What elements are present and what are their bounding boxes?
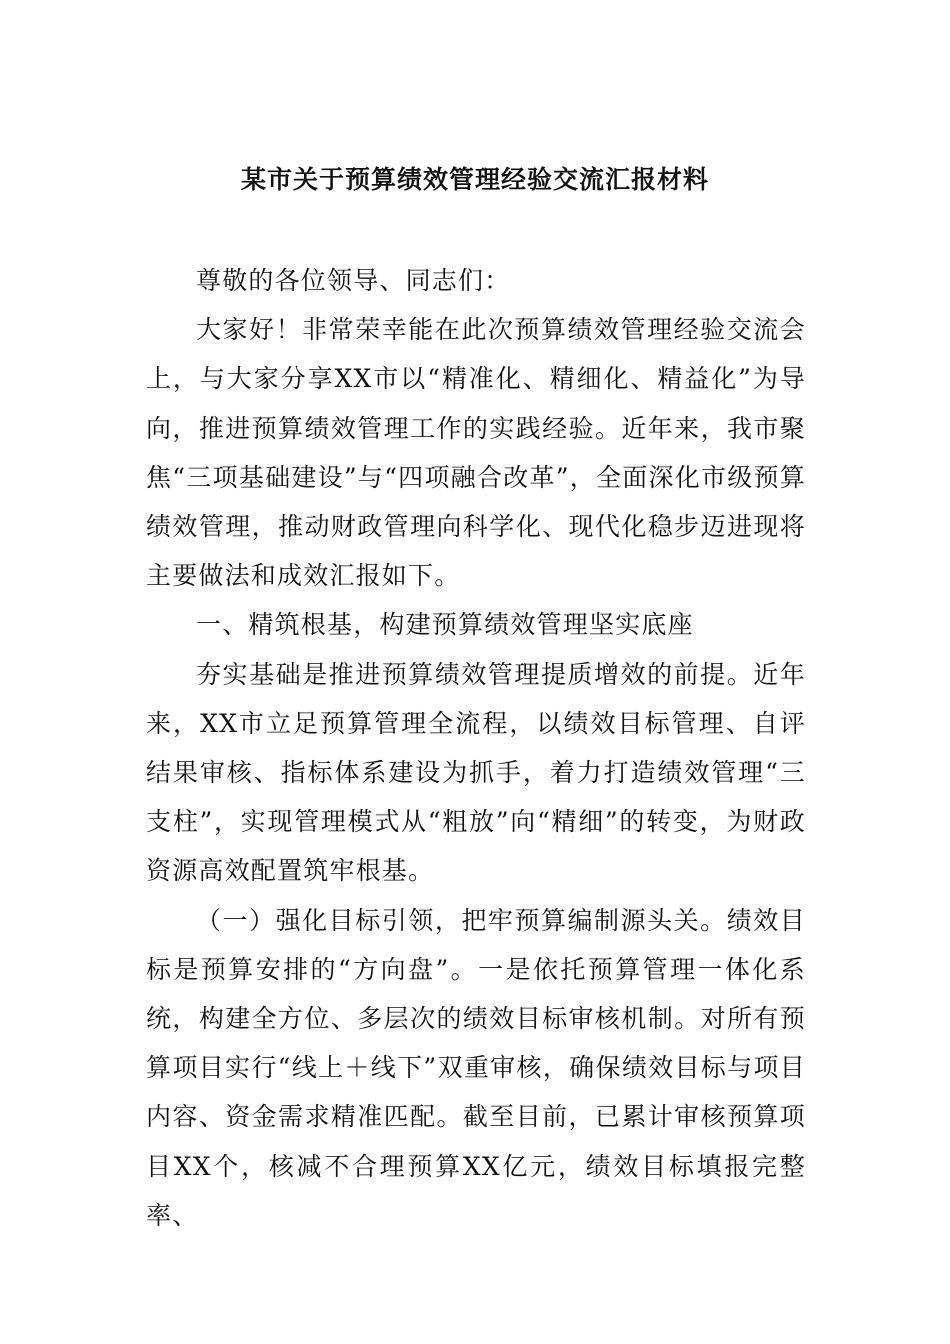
subsection-paragraph: （一）强化目标引领，把牢预算编制源头关。绩效目标是预算安排的“方向盘”。一是依托预算管理一体化系统，构建全方位、多层次的绩效目标审核机制。对所有预算项目实行“线上＋线下”双重审核，确保绩效目标与项目内容、资金需求精准匹配。截至目前，已累计审核预算项目XX个，核减不合理预算XX亿元，绩效目标填报完整率、 — [146, 905, 806, 1230]
section-heading: 一、精筑根基，构建预算绩效管理坚实底座 — [196, 610, 694, 640]
document-body — [146, 256, 806, 1240]
document-title: 某市关于预算绩效管理经验交流汇报材料 — [240, 165, 709, 194]
section-intro-paragraph: 夯实基础是推进预算绩效管理提质增效的前提。近年来，XX市立足预算管理全流程，以绩效目标管理、自评结果审核、指标体系建设为抓手，着力打造绩效管理“三支柱”，实现管理模式从“粗放”向“精细”的转变，为财政资源高效配置筑牢根基。 — [146, 659, 806, 886]
opening-paragraph: 大家好！非常荣幸能在此次预算绩效管理经验交流会上，与大家分享XX市以“精准化、精细化、精益化”为导向，推进预算绩效管理工作的实践经验。近年来，我市聚焦“三项基础建设”与“四项融合改革”，全面深化市级预算绩效管理，推动财政管理向科学化、现代化稳步迈进现将主要做法和成效汇报如下。 — [146, 315, 806, 591]
salutation-paragraph: 尊敬的各位领导、同志们： — [196, 266, 511, 295]
